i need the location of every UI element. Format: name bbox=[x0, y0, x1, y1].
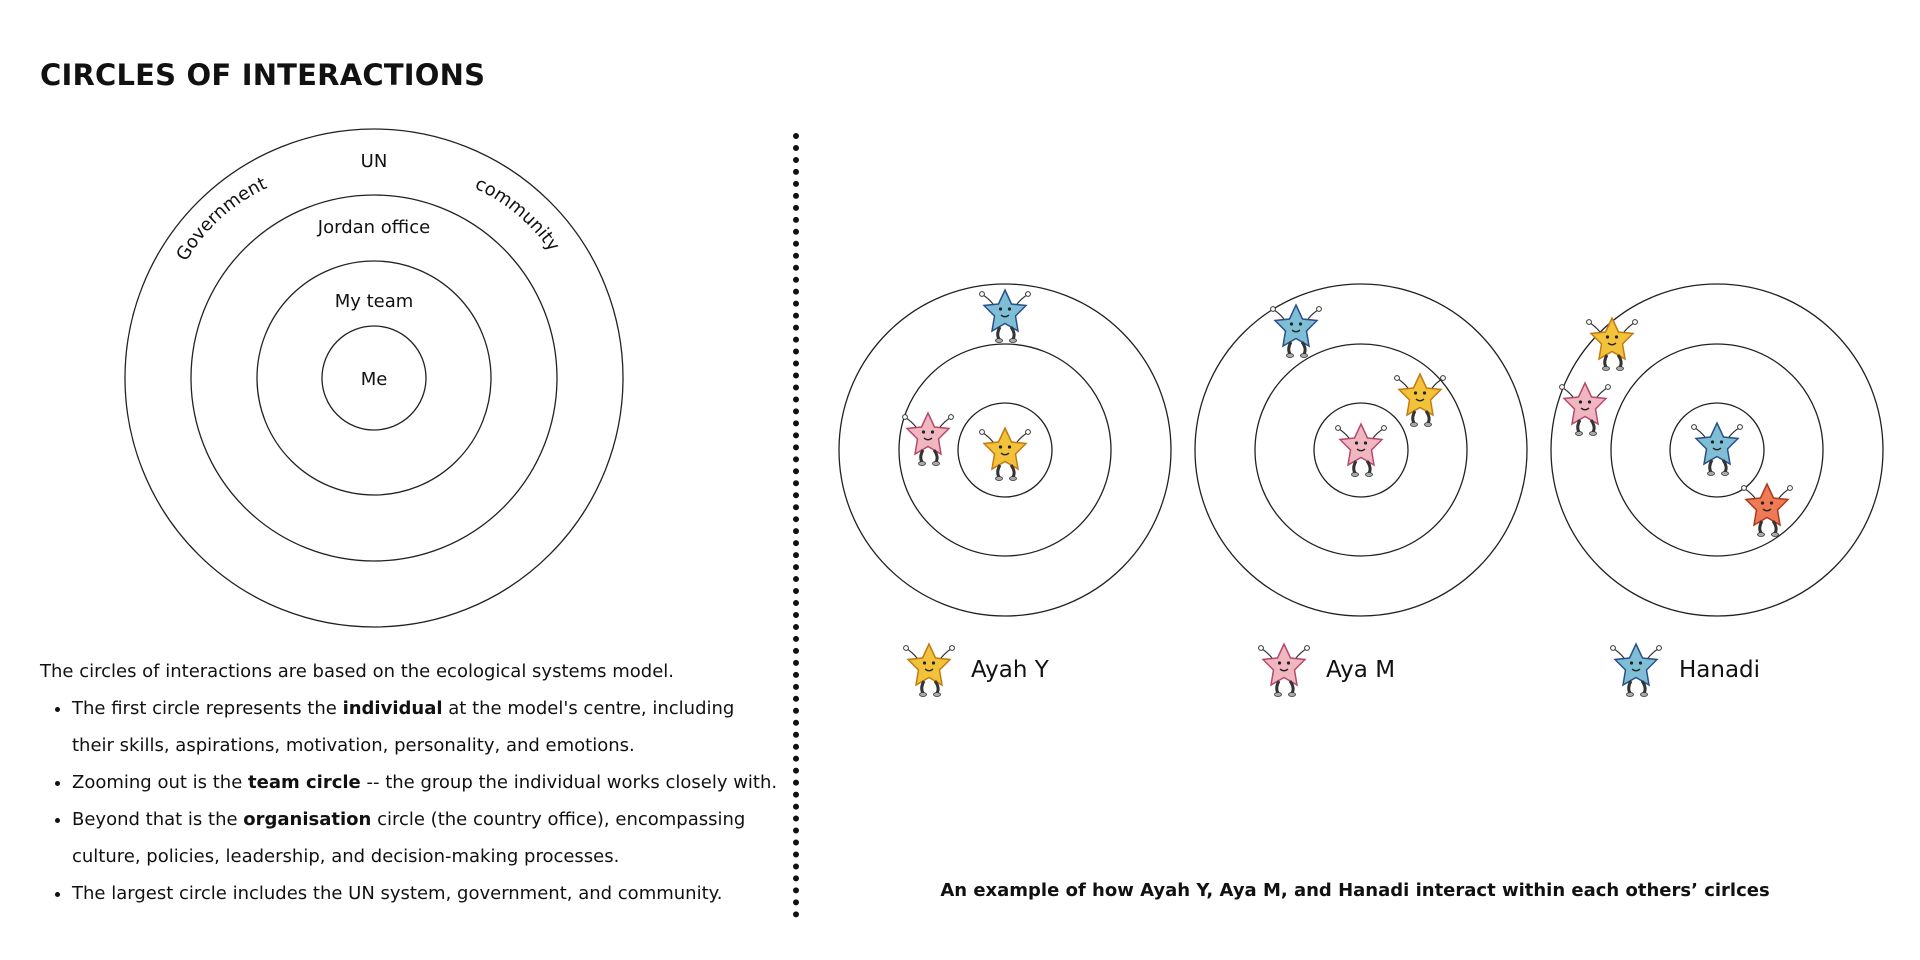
label-me: Me bbox=[360, 369, 388, 390]
legend-star-hanadi-icon bbox=[1611, 644, 1662, 697]
legend-star-aya-m-icon bbox=[1259, 644, 1310, 697]
bullet-organisation: • Beyond that is the organisation circle (the country office), encompassing culture, policies, leadership, and decision-making processes. bbox=[72, 801, 780, 875]
star-hanadi-icon bbox=[1692, 423, 1743, 476]
legend-label-aya-m: Aya M bbox=[1326, 657, 1396, 683]
star-ayah-y-icon bbox=[1587, 318, 1638, 371]
bullet-un-system: • The largest circle includes the UN system, government, and community. bbox=[72, 875, 780, 912]
legend-item-ayah-y bbox=[904, 644, 1050, 697]
star-hanadi-icon bbox=[1271, 305, 1322, 358]
legend-item-hanadi bbox=[1611, 644, 1760, 697]
page-title: CIRCLES OF INTERACTIONS bbox=[40, 58, 486, 92]
star-aya-m-icon bbox=[1336, 424, 1387, 477]
label-my-team: My team bbox=[334, 291, 414, 312]
legend bbox=[904, 644, 1760, 697]
bullet-team: • Zooming out is the team circle -- the group the individual works closely with. bbox=[72, 764, 780, 801]
label-government: Government bbox=[172, 173, 270, 265]
label-jordan-office: Jordan office bbox=[317, 217, 431, 238]
legend-item-aya-m bbox=[1259, 644, 1395, 697]
star-ayah-y-icon bbox=[980, 428, 1031, 481]
label-community: community bbox=[471, 173, 564, 256]
star-extra-icon bbox=[1742, 484, 1793, 537]
star-hanadi-icon bbox=[980, 290, 1031, 343]
legend-label-ayah-y: Ayah Y bbox=[971, 657, 1049, 683]
star-aya-m-icon bbox=[903, 413, 954, 466]
legend-label-hanadi: Hanadi bbox=[1679, 657, 1761, 683]
bullet-individual: • The first circle represents the individual at the model's centre, including their skills, aspirations, motivation, personality, and emotions. bbox=[72, 690, 780, 764]
star-ayah-y-icon bbox=[1395, 374, 1446, 427]
label-un: UN bbox=[360, 151, 388, 172]
example-caption: An example of how Ayah Y, Aya M, and Hanadi interact within each others’ cirlces bbox=[940, 880, 1770, 901]
star-aya-m-icon bbox=[1560, 383, 1611, 436]
description-intro: The circles of interactions are based on the ecological systems model. bbox=[40, 661, 674, 682]
legend-star-ayah-y-icon bbox=[904, 644, 955, 697]
